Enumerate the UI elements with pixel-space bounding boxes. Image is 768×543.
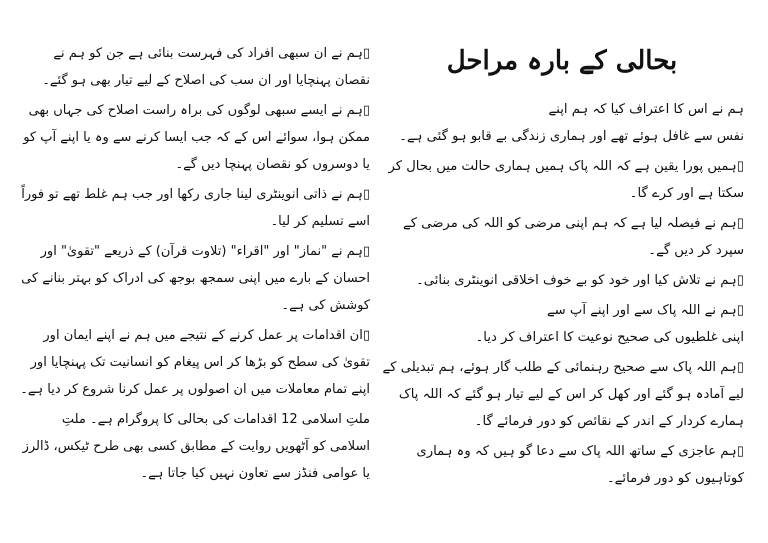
step-paragraph: ▯ہم اللہ پاک سے صحیح رہنمائی کے طلب گار ہوئے، ہم تبدیلی کے لیے آمادہ ہو گئے اور کھل کر اس کے لیے تیار ہو گئے کہ اللہ پاک ہمارے کردار کے اندر کے نقائص کو دور فرمائے گا۔ <box>382 360 744 429</box>
left-column <box>20 40 370 490</box>
step-paragraph: ہم نے اس کا اعتراف کیا کہ ہم اپنے <box>548 102 744 117</box>
step-paragraph: ▯ہم نے ذاتی انوینٹری لینا جاری رکھا اور جب ہم غلط تھے تو فوراً اسے تسلیم کر لیا۔ <box>21 187 370 229</box>
step-paragraph: ▯ہم نے اللہ پاک سے اور اپنے آپ سے <box>546 303 744 318</box>
step-paragraph: ▯ہمیں پورا یقین ہے کہ اللہ پاک ہمیں ہماری حالت میں بحال کر سکتا ہے اور کرے گا۔ <box>388 159 744 201</box>
step-paragraph: ▯ہم نے ایسے سبھی لوگوں کی براہ راست اصلاح کی جہاں بھی ممکن ہوا، سوائے اس کے کہ جب ایسا کرنے سے وہ یا اپنے آپ کو یا دوسروں کو نقصان پہنچا دیں گے۔ <box>23 103 370 172</box>
step-paragraph: ▯ہم نے تلاش کیا اور خود کو بے خوف اخلاقی انوینٹری بنائی۔ <box>416 273 744 288</box>
closing-note: ملتِ اسلامی 12 اقدامات کی بحالی کا پروگرام ہے۔ ملتِ اسلامی کو آٹھویں روایت کے مطابق کسی بھی طرح ٹیکس، ڈالرز یا عوامی فنڈز سے تعاون نہیں کیا جاتا ہے۔ <box>22 412 370 481</box>
step-paragraph: ▯ہم نے فیصلہ لیا ہے کہ ہم اپنی مرضی کو اللہ کی مرضی کے سپرد کر دیں گے۔ <box>403 216 744 258</box>
right-column <box>380 40 744 495</box>
step-paragraph: نفس سے غافل ہوئے تھے اور ہماری زندگی بے قابو ہو گئی ہے۔ <box>399 129 744 144</box>
step-paragraph: ▯ہم نے ان سبھی افراد کی فہرست بنائی ہے جن کو ہم نے نقصان پہنچایا اور ان سب کی اصلاح کے لیے تیار بھی ہو گئے۔ <box>42 46 370 88</box>
page-title: بحالی کے بارہ مراحل <box>446 46 678 76</box>
step-paragraph: ▯ان اقدامات پر عمل کرنے کے نتیجے میں ہم نے اپنے ایمان اور تقویٰ کی سطح کو بڑھا کر اس پیغام کو انسانیت تک پہنچایا اور اپنے تمام معاملات میں ان اصولوں پر عمل کرنا شروع کر دیا ہے۔ <box>20 328 370 397</box>
step-paragraph: ▯ہم نے "نماز" اور "اقراء" (تلاوت قرآن) کے ذریعے "تقویٰ" اور احسان کے بارے میں اپنی سمجھ بوجھ کی ادراک کو بہتر بنانے کی کوشش کی ہے۔ <box>21 244 370 313</box>
step-paragraph: اپنی غلطیوں کی صحیح نوعیت کا اعتراف کر دیا۔ <box>475 330 744 345</box>
step-paragraph: ▯ہم عاجزی کے ساتھ اللہ پاک سے دعا گو ہیں کہ وہ ہماری کوتاہیوں کو دور فرمائے۔ <box>416 444 744 486</box>
